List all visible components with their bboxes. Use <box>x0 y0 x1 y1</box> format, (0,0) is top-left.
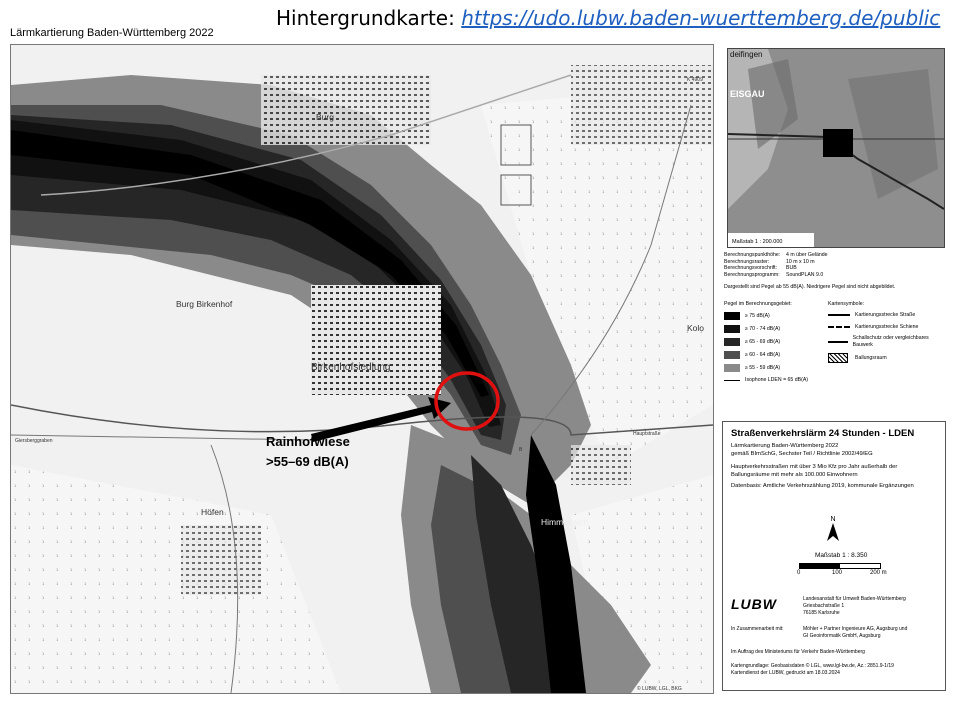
legend-symbols-title: Kartensymbole: <box>828 300 865 307</box>
info-law: gemäß BImSchG, Sechster Teil / Richtlinie 2002/49/EG <box>731 450 873 457</box>
info-commission: Im Auftrag des Ministeriums für Verkehr Baden-Württemberg <box>731 649 865 655</box>
settlement-burg <box>261 75 431 145</box>
info-subtitle: Lärmkartierung Baden-Württemberg 2022 <box>731 443 839 449</box>
legend-note: Dargestellt sind Pegel ab 55 dB(A). Niedrigere Pegel sind nicht abgebildet. <box>724 284 896 290</box>
overview-map[interactable] <box>727 48 945 248</box>
settlement-birkenhofsiedlung <box>311 285 441 395</box>
lubw-logo: LUBW <box>731 596 777 612</box>
scale-bar <box>799 563 881 569</box>
label-road-b: B <box>519 447 523 453</box>
source-link[interactable]: https://udo.lubw.baden-wuerttemberg.de/public <box>461 6 941 30</box>
info-coop: Möhler + Partner Ingenieure AG, Augsburg und GI Geoinformatik GmbH, Augsburg <box>803 626 908 639</box>
label-hoefen: Höfen <box>201 507 224 517</box>
label-kolo: Kolo <box>687 323 705 333</box>
north-arrow: N <box>823 516 843 543</box>
overview-label-top: deifingen <box>730 50 763 59</box>
north-arrow-icon <box>827 523 839 541</box>
hatch-symbol <box>828 353 848 363</box>
legend-levels-title: Pegel im Berechnungsgebiet: <box>724 300 792 307</box>
source-line <box>276 6 940 30</box>
info-coop-label: In Zusammenarbeit mit: <box>731 626 784 632</box>
legend-panel <box>724 252 946 412</box>
label-birkenhofsiedlung: Birkenhofsiedlung <box>311 362 391 373</box>
settlement-hoefen <box>181 525 261 595</box>
barrier-line-symbol <box>828 341 848 343</box>
legend-params: Berechnungspunkthöhe: 4 m über Gelände Berechnungsraster: 10 m x 10 m Berechnungsvorschrift: BUB Berechnungsprogramm: SoundPLAN 9.0 <box>724 252 828 278</box>
road-line-symbol <box>828 314 850 316</box>
scale-tick-0: 0 <box>797 570 801 576</box>
swatch-70 <box>724 325 740 333</box>
scale-tick-100: 100 <box>832 570 843 576</box>
info-title: Straßenverkehrslärm 24 Stunden - LDEN <box>731 428 915 439</box>
label-giersberggraben: Giersberggraben <box>15 438 53 444</box>
info-footer: Kartengrundlage: Geobasisdaten © LGL, www.lgl-bw.de, Az.: 2851.9-1/19 Kartendienst der LUBW, gedruckt am 18.03.2024 <box>731 663 894 676</box>
swatch-65 <box>724 338 740 346</box>
callout-level: >55–69 dB(A) <box>266 454 349 469</box>
swatch-55 <box>724 364 740 372</box>
rail-line-symbol <box>828 326 850 328</box>
legend-levels: Pegel im Berechnungsgebiet: ≥ 75 dB(A) ≥ 70 - 74 dB(A) ≥ 65 - 69 dB(A) ≥ 60 - 64 dB(A) ≥ 55 - 59 dB(A) Isophone LDEN = 65 dB(A) <box>724 301 820 384</box>
overview-scale: Maßstab 1 : 200.000 <box>732 239 783 245</box>
label-burg-birkenhof: Burg Birkenhof <box>176 299 233 309</box>
map-info-box <box>722 421 946 691</box>
settlement-himmelreich <box>571 445 631 485</box>
swatch-60 <box>724 351 740 359</box>
callout-label <box>266 432 350 472</box>
scale-tick-200: 200 m <box>870 570 887 576</box>
overview-map-canvas <box>728 49 944 247</box>
label-himmelreich: Himmelreich <box>541 517 589 527</box>
info-scale: Maßstab 1 : 8.350 <box>815 552 868 559</box>
info-org: Landesanstalt für Umwelt Baden-Württemberg Griesbachstraße 1 76185 Karlsruhe <box>803 596 906 616</box>
callout-name: Rainhofwiese <box>266 434 350 449</box>
label-k4909: K 4909 <box>687 77 703 83</box>
overview-label-left: EISGAU <box>730 89 765 99</box>
source-label: Hintergrundkarte: <box>276 6 455 30</box>
overview-extent-marker <box>823 129 853 157</box>
isophone-line <box>724 380 740 381</box>
map-copyright: © LUBW, LGL, BKG <box>637 686 682 692</box>
swatch-75 <box>724 312 740 320</box>
legend-symbols: Kartensymbole: Kartierungsstrecke Straße Kartierungsstrecke Schiene Schallschutz oder vergleichbares Bauwerk Ballungsraum <box>828 301 940 384</box>
info-basis: Datenbasis: Amtliche Verkehrszählung 2019, kommunale Ergänzungen <box>731 483 914 490</box>
noise-map[interactable] <box>10 44 714 694</box>
noise-map-canvas <box>11 45 713 693</box>
label-hauptstrasse: Hauptstraße <box>633 431 661 437</box>
label-burg: Burg <box>316 112 334 122</box>
info-description: Hauptverkehrsstraßen mit über 3 Mio Kfz pro Jahr außerhalb der Ballungsräume mit mehr als 100.000 Einwohnern <box>731 464 898 478</box>
map-title: Lärmkartierung Baden-Württemberg 2022 <box>10 27 214 39</box>
